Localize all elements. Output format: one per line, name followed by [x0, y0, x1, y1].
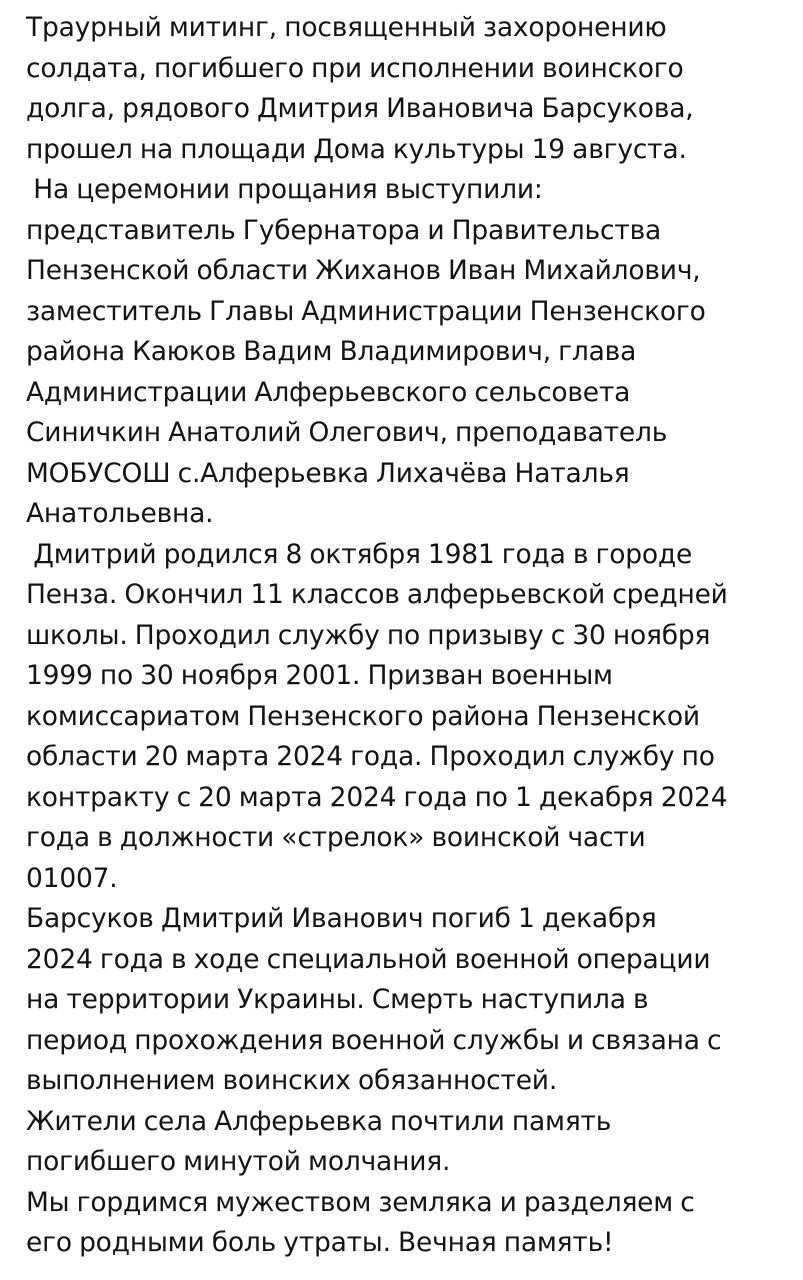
text-line: Анатольевна.: [26, 498, 214, 529]
text-line: Пензенской области Жиханов Иван Михайлович,: [26, 255, 701, 286]
text-line: 01007.: [26, 862, 118, 894]
text-line: комиссариатом Пензенского района Пензенской: [26, 700, 700, 732]
text-line: период прохождения военной службы и связана с: [26, 1024, 722, 1056]
text-line: выполнением воинских обязанностей.: [26, 1065, 558, 1096]
text-line: Жители села Алферьевка почтили память: [26, 1105, 612, 1137]
text-line: солдата, погибшего при исполнении воинского: [26, 52, 684, 84]
text-line: Барсуков Дмитрий Иванович погиб 1 декабря: [26, 903, 657, 934]
text-line: 1999 по 30 ноября 2001. Призван военным: [26, 660, 613, 691]
text-line: МОБУСОШ с.Алферьевка Лихачёва Наталья: [26, 457, 630, 489]
text-line: 2024 года в ходе специальной военной операции: [26, 943, 711, 975]
text-line: Пенза. Окончил 11 классов алферьевской средней: [26, 579, 728, 610]
text-line: области 20 марта 2024 года. Проходил службу по: [26, 741, 715, 772]
text-line: Траурный митинг, посвященный захоронению: [26, 12, 667, 43]
text-line: долга, рядового Дмитрия Ивановича Барсукова,: [26, 93, 694, 124]
text-line: заместитель Главы Администрации Пензенского: [26, 295, 706, 327]
text-line: Синичкин Анатолий Олегович, преподаватель: [26, 417, 668, 448]
text-line: Администрации Алферьевского сельсовета: [26, 376, 631, 408]
text-line: года в должности «стрелок» воинской части: [26, 822, 646, 853]
text-line: школы. Проходил службу по призыву с 30 ноября: [26, 619, 711, 651]
text-line: его родными боль утраты. Вечная память!: [26, 1227, 614, 1258]
text-line: Мы гордимся мужеством земляка и разделяем с: [26, 1186, 695, 1218]
text-line: района Каюков Вадим Владимирович, глава: [26, 336, 637, 367]
post-text: [26, 8, 786, 1264]
text-line: на территории Украины. Смерть наступила в: [26, 984, 649, 1015]
text-line: контракту с 20 марта 2024 года по 1 декабря 2024: [26, 781, 728, 813]
text-line: представитель Губернатора и Правительства: [26, 214, 662, 246]
text-line: Дмитрий родился 8 октября 1981 года в городе: [26, 538, 693, 570]
text-line: погибшего минутой молчания.: [26, 1146, 451, 1177]
text-line: прошел на площади Дома культуры 19 августа.: [26, 133, 687, 165]
text-line: На церемонии прощания выступили:: [26, 174, 543, 205]
